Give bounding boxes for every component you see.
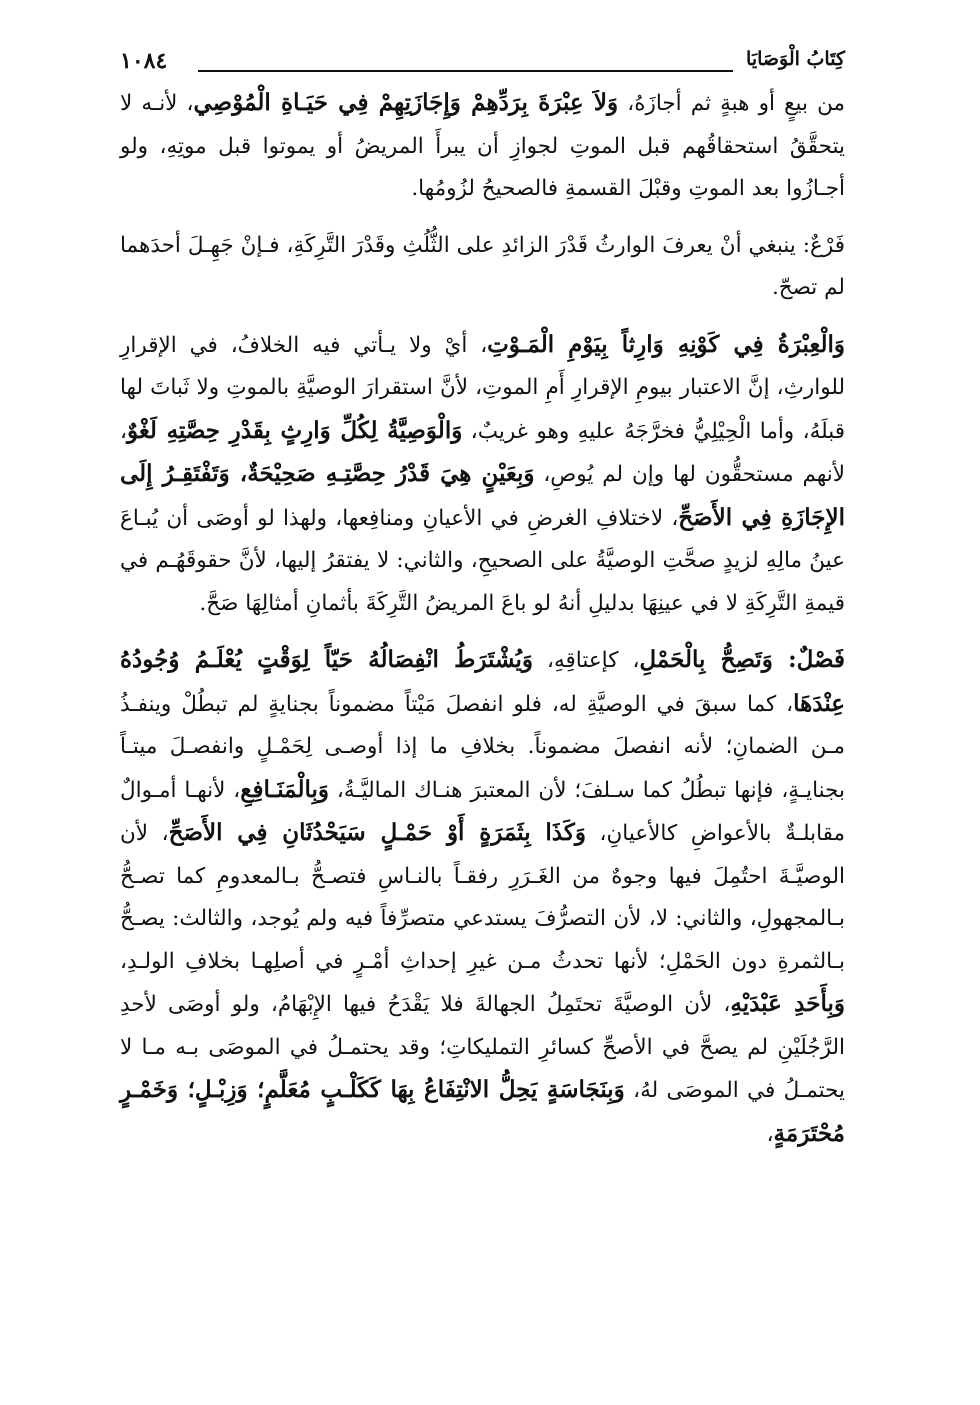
matn-text: وَبِنَجَاسَةٍ يَحِلُّ الانْتِفَاعُ بِهَا كَكَلْـبٍ مُعَلَّمٍ؛ وَزِبْـلٍ؛ وَخَمْـرٍ مُحْتَرَمَةٍ xyxy=(120,1076,845,1147)
sharh-text: ، لأن الوصيَّـةَ احتُمِلَ فيها وجوهٌ من الغَـرَرِ رفقـاً بالنـاسِ فتصـحُّ بـالمعدومِ كما تصـحُّ بـالمجهولِ، والثاني: لا، لأن التصرُّفَ يستدعي متصرِّفاً فيه ولم يُوجد، والثالث: يصـحُّ بـالثمرةِ دون الحَمْلِ؛ لأنها تحدثُ مـن غيرِ إحداثِ أمْـرٍ في أصلِهـا بخلافِ الولـدِ، xyxy=(120,821,845,974)
sharh-text: ، أيْ ولا يـأتي فيه الخلافُ، في الإقرارِ للوارثِ، إنَّ الاعتبار بيومِ الإقرارِ أَمِ الموتِ، لأنَّ استقرارَ الوصيَّةِ بالموتِ ولا ثَباتَ لها قبلَهُ، وأما الْحِيْلِيُّ فخرَّجَهُ عليهِ وهو غريبٌ، xyxy=(120,332,845,444)
sharh-text: ، كإعتاقِهِ، xyxy=(533,648,640,673)
sharh-text: ، xyxy=(766,1121,774,1147)
paragraph xyxy=(120,225,845,310)
page-body xyxy=(120,82,845,1156)
matn-text: وَبِعَيْنٍ هِيَ قَدْرُ حِصَّتِـهِ صَحِيْحَةٌ، وَتَفْتَقِـرُ إِلَى الإِجَازَةِ فِي الأَصَحِّ xyxy=(120,460,845,531)
sharh-text: من بيعٍ أو هبةٍ ثم أجازَهُ، xyxy=(618,91,845,116)
sharh-text: ، لاختلافِ الغرضِ في الأعيانِ ومنافِعها، ولهذا لو أوصَى أن يُبـاعَ عينُ مالِهِ لزيدٍ صحَّتِ الوصيَّةُ على الصحيحِ، والثاني: لا يفتقرُ إليها، لأنَّ حقوقَهُـم في قيمةِ التَّرِكَةِ لا في عينِهَا بدليلِ أنهُ لو باعَ المريضُ التَّرِكَةَ بأثمانِ أمثالِهَا صَحَّ. xyxy=(120,505,845,616)
page-header xyxy=(120,40,845,82)
page-number: ١٠٨٤ xyxy=(120,48,168,74)
sharh-text: ، لأن الوصيَّةَ تحتَمِلُ الجهالةَ فلا يَقْدَحُ فيها الإِبْهَامُ، ولو أوصَى لأحدِ الرَّجُلَيْنِ لم يصحَّ في الأصحِّ كسائرِ التمليكاتِ؛ وقد يحتمـلُ في الموصَى بـه مـا لا يحتمـلُ في الموصَى لهُ، xyxy=(120,992,845,1103)
matn-text: وَيُشْتَرَطُ انْفِصَالُهُ حَيّاً لِوَقْتٍ يُعْلَـمُ وُجُودُهُ عِنْدَهَا xyxy=(120,646,845,717)
matn-text: وَبِالْمَنَـافِعِ xyxy=(240,775,329,803)
sharh-text: ، لأنـه لا يتحقَّقُ استحقاقُهم قبل الموتِ لجوازِ أن يبرأَ المريضُ أو يموتوا قبل موتِهِ، ولو أجـازُوا بعد الموتِ وقبْلَ القسمةِ فالصحيحُ لزُومُها. xyxy=(120,91,845,201)
sharh-text: ، لأنهم مستحقُّون لها وإن لم يُوصِ، xyxy=(120,418,845,487)
matn-text: وَلاَ عِبْرَةَ بِرَدِّهِمْ وَإِجَازَتِهِمْ فِي حَيَـاةِ الْمُوْصِي xyxy=(193,89,619,116)
document-page xyxy=(120,40,845,1156)
sharh-text: ، كما سبقَ في الوصيَّةِ له، فلو انفصلَ مَيْتاً مضموناً بجنايةٍ لم تبطُلْ وينفـذُ مـن الضمانِ؛ لأنه انفصلَ مضموناً. بخلافِ ما إذا أوصـى لِحَمْـلٍ وانفصـلَ ميتـاً بجنايـةٍ، فإنها تبطُلُ كما سـلفَ؛ لأن المعتبرَ هنـاك الماليَّـةُ، xyxy=(120,691,845,803)
paragraph xyxy=(120,82,845,211)
matn-text: فَصْلٌ: وَتَصِحُّ بِالْحَمْلِ xyxy=(639,646,845,673)
sharh-text: فَرْعٌ: ينبغي أنْ يعرفَ الوارثُ قَدْرَ الزائدِ على الثُّلُثِ وقَدْرَ التَّرِكَةِ، فـإنْ جَهِـلَ أحدَهما لم تصحّ. xyxy=(120,232,845,300)
book-title: كِتَابُ الْوَصَايَا xyxy=(746,48,845,70)
matn-text: وَبِأَحَدِ عَبْدَيْهِ xyxy=(730,990,845,1017)
paragraph xyxy=(120,324,845,626)
matn-text: وَالْوَصِيَّةُ لِكُلِّ وَارِثٍ بِقَدْرِ حِصَّتِهِ لَغْوٌ xyxy=(126,416,463,444)
matn-text: وَالْعِبْرَةُ فِي كَوْنِهِ وَارِثاً بِيَوْمِ الْمَـوْتِ xyxy=(487,330,845,358)
matn-text: وَكَذَا بِثَمَرَةٍ أَوْ حَمْـلٍ سَيَحْدُثَانِ فِي الأَصَحِّ xyxy=(168,819,586,846)
header-rule xyxy=(198,70,733,72)
sharh-text: ، لأنهـا أمـوالٌ مقابلـةٌ بالأعواضِ كالأعيانِ، xyxy=(120,777,846,846)
paragraph xyxy=(120,639,845,1156)
